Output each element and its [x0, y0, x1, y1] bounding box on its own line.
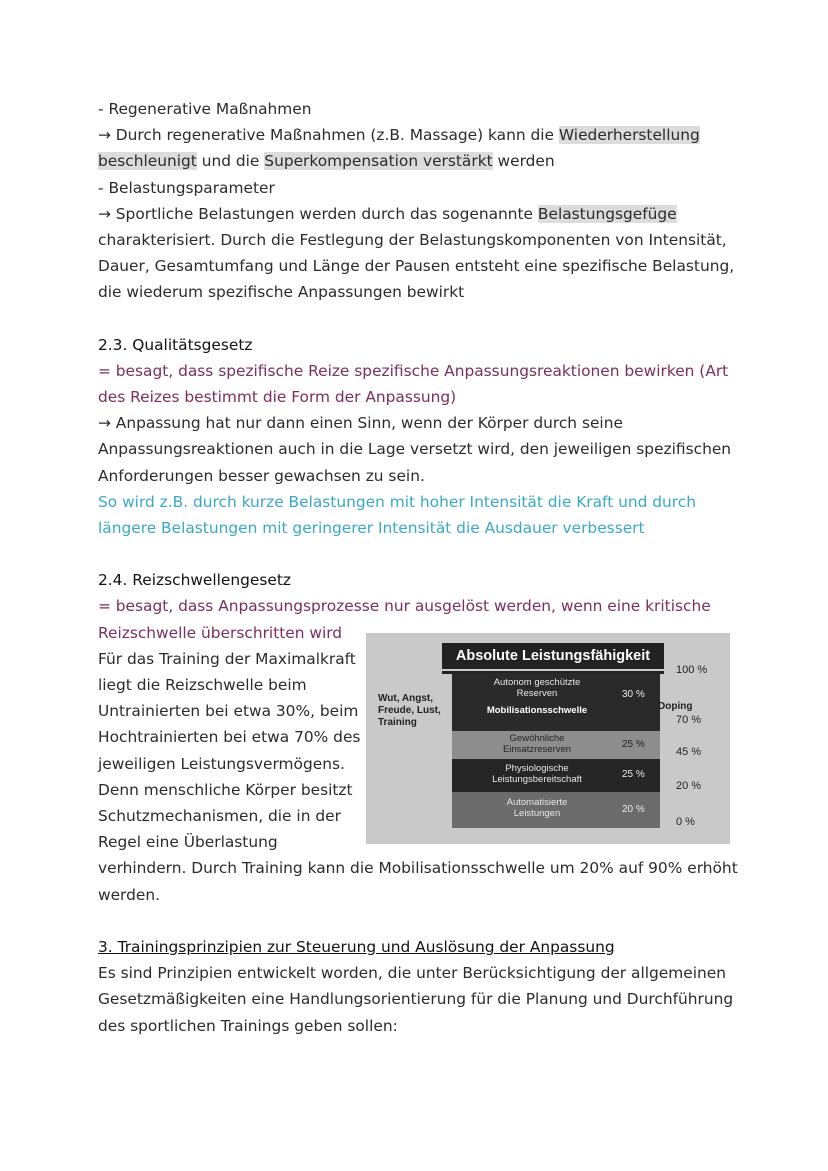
paragraph-line: Anforderungen besser gewachsen zu sein. [98, 466, 425, 485]
scale-tick: 20 % [676, 780, 702, 792]
definition-line: = besagt, dass Anpassungsprozesse nur ausgelöst werden, wenn eine kritische [98, 597, 711, 616]
definition-line: des Reizes bestimmt die Form der Anpassung) [98, 388, 457, 407]
paragraph-line: liegt die Reizschwelle beim [98, 676, 307, 695]
scale-tick: 45 % [676, 746, 702, 758]
band-label: Automatisierte [506, 797, 568, 808]
band-label: Leistungen [513, 808, 561, 819]
band-automatisierte [452, 792, 660, 828]
bullet-belastungsparameter: - Belastungsparameter [98, 178, 275, 197]
band-autonom [452, 673, 660, 731]
paragraph-line: Untrainierten bei etwa 30%, beim [98, 702, 359, 721]
scale-tick: 70 % [676, 714, 702, 726]
heading-reizschwellengesetz: 2.4. Reizschwellengesetz [98, 571, 291, 590]
scale-tick: 0 % [676, 816, 695, 828]
heading-qualitaetsgesetz: 2.3. Qualitätsgesetz [98, 335, 253, 354]
leistungsfaehigkeit-figure [366, 633, 730, 844]
band-label: Reserven [516, 688, 558, 699]
band-percent: 25 % [622, 739, 645, 750]
paragraph-line: Für das Training der Maximalkraft [98, 649, 356, 668]
emotion-label: Wut, Angst, Freude, Lust, Training [378, 693, 441, 728]
heading-trainingsprinzipien: 3. Trainingsprinzipien zur Steuerung und Auslösung der Anpassung [98, 937, 615, 956]
example-line: längere Belastungen mit geringerer Intensität die Ausdauer verbessert [98, 519, 645, 538]
example-line: So wird z.B. durch kurze Belastungen mit hoher Intensität die Kraft und durch [98, 492, 697, 511]
band-label: Physiologische [505, 763, 569, 774]
paragraph-line: des sportlichen Trainings geben sollen: [98, 1016, 398, 1035]
paragraph-line: Denn menschliche Körper besitzt [98, 780, 353, 799]
highlight: beschleunigt [98, 152, 197, 171]
band-percent: 30 % [622, 689, 645, 700]
highlight: Wiederherstellung [558, 126, 700, 145]
band-label: Autonom geschützte [493, 677, 581, 688]
band-label: Einsatzreserven [502, 744, 572, 755]
band-gewoehnliche [452, 731, 660, 759]
regenerative-text-2: beschleunigt und die Superkompensation verstärkt werden [98, 152, 555, 171]
paragraph-line: verhindern. Durch Training kann die Mobilisationsschwelle um 20% auf 90% erhöht [98, 859, 738, 878]
bullet-regenerative: - Regenerative Maßnahmen [98, 100, 312, 118]
belastung-text-3: Dauer, Gesamtumfang und Länge der Pausen entsteht eine spezifische Belastung, [98, 257, 735, 276]
paragraph-line: jeweiligen Leistungsvermögens. [98, 754, 345, 773]
belastung-text-4: die wiederum spezifische Anpassungen bewirkt [98, 283, 465, 302]
figure-title: Absolute Leistungsfähigkeit [442, 643, 664, 669]
paragraph-line: Anpassungsreaktionen auch in die Lage versetzt wird, den jeweiligen spezifischen [98, 440, 732, 459]
mobilisationsschwelle-label: Mobilisationsschwelle [486, 705, 588, 716]
doping-label: Doping [658, 701, 693, 712]
band-label: Leistungsbereitschaft [492, 774, 582, 785]
band-percent: 20 % [622, 804, 645, 815]
band-physiologische [452, 759, 660, 792]
belastung-text-2: charakterisiert. Durch die Festlegung der Belastungskomponenten von Intensität, [98, 231, 727, 250]
paragraph-line: Schutzmechanismen, die in der [98, 807, 341, 826]
highlight: Belastungsgefüge [537, 204, 677, 223]
paragraph-line: Gesetzmäßigkeiten eine Handlungsorientierung für die Planung und Durchführung [98, 990, 734, 1009]
definition-line: = besagt, dass spezifische Reize spezifische Anpassungsreaktionen bewirken (Art [98, 361, 729, 380]
band-label: Gewöhnliche [509, 733, 565, 744]
paragraph-line: werden. [98, 885, 160, 904]
belastung-text-1: → Sportliche Belastungen werden durch das sogenannte Belastungsgefüge [98, 204, 677, 223]
definition-line: Reizschwelle überschritten wird [98, 623, 343, 642]
band-percent: 25 % [622, 769, 645, 780]
scale-tick: 100 % [676, 664, 708, 676]
paragraph-line: Regel eine Überlastung [98, 833, 278, 852]
paragraph-line: Es sind Prinzipien entwickelt worden, die unter Berücksichtigung der allgemeinen [98, 964, 726, 983]
highlight: Superkompensation verstärkt [264, 152, 493, 171]
document-body [98, 96, 738, 1039]
paragraph-line: Hochtrainierten bei etwa 70% des [98, 728, 361, 747]
paragraph-line: → Anpassung hat nur dann einen Sinn, wenn der Körper durch seine [98, 414, 623, 433]
regenerative-text-1: → Durch regenerative Maßnahmen (z.B. Massage) kann die Wiederherstellung [98, 126, 700, 145]
